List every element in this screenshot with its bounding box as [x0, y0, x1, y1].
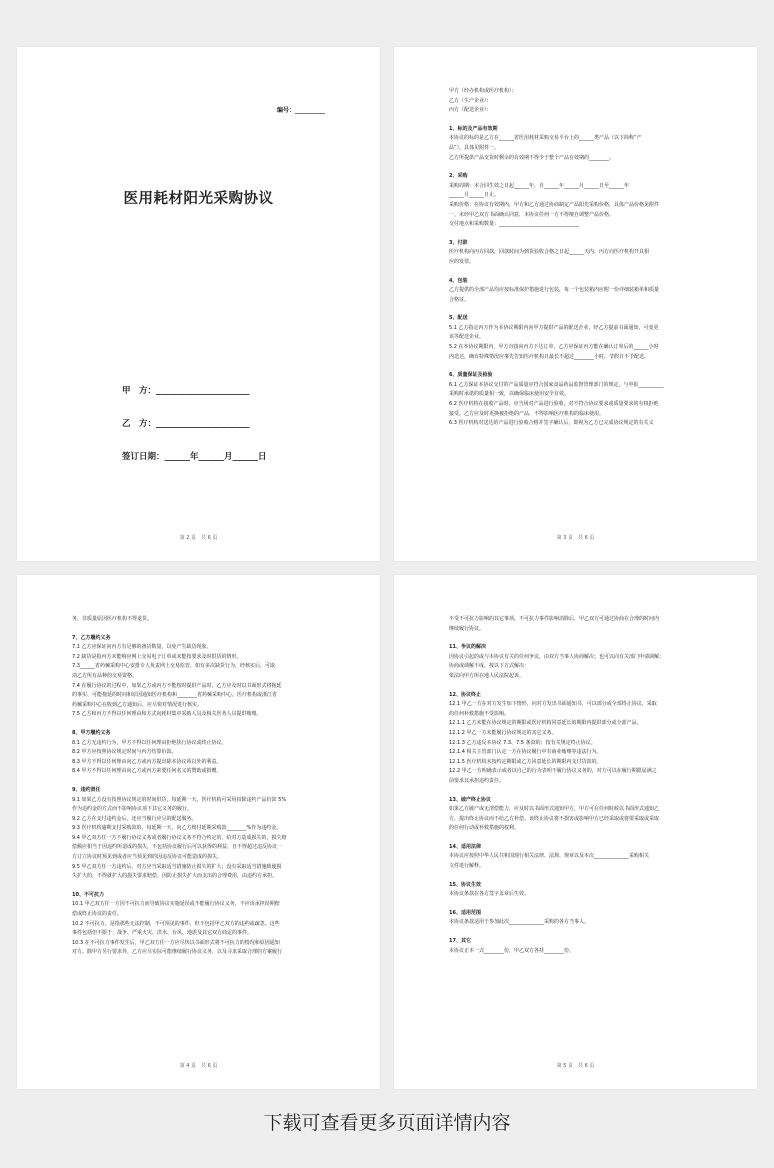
text-line: 7.4 在履行协议的过程中，如果乙方或丙方不能按时提供产品时，乙方应及时以书面形式将拖延 — [72, 682, 282, 689]
text-line: 该等配送企业。 — [449, 334, 485, 341]
text-line: 丙方（配送企业）： — [449, 107, 492, 114]
text-line: 8.1 乙方无违约行为，甲方不得以任何理由拒绝执行协议或终止协议。 — [72, 739, 227, 746]
page-body — [72, 615, 325, 958]
text-line: 的任何行动或补救措施的权利。 — [449, 825, 520, 832]
text-line: 6.2 医疗机构在接收产品时，应当场对产品进行验收，对不符合协议要求或质量要求的有权拒绝 — [449, 401, 659, 408]
section-heading: 13、破产终止协议 — [449, 796, 491, 803]
text-line: 乙方提供的全部产品均应按标准保护措施进行包装，每一个包装箱内应附一份详细装箱单和质量 — [449, 287, 660, 294]
text-line: 本协议条款适用于参加此次______________采购的各方当事人。 — [449, 919, 590, 926]
download-caption: 下载可查看更多页面详情内容 — [263, 1112, 511, 1134]
text-line: 9.2 乙方在支付违约金后，还应当履行应尽的配送服务。 — [72, 815, 197, 822]
text-line: 12.1.1 乙方未能在协议规定的期限或医疗机构同意延长的期限内提供部分或全部产品。 — [449, 720, 642, 727]
text-line: 7.1 乙方应保证向丙方有足够的备货数量，以免产生缺货现象。 — [72, 644, 212, 651]
text-line: 失扩大的，不得就扩大的损失要求赔偿。因防止损失扩大而支出的合理费用，由违约方承担。 — [72, 873, 278, 880]
text-line: 7.5 乙方和丙方不得以任何理由和方式向耗材集中采购人员及相关医务人员提供贿赂。 — [72, 711, 262, 718]
text-line: 5.2 在本协议期限内，甲方直接向丙方下达订单，乙方应保证丙方能在确认订单后的______小时 — [449, 344, 659, 351]
text-line: 9.4 甲乙双方任一方不履行协议义务或者履行协议义务不符合约定的，给对方造成损失的，损失赔 — [72, 834, 287, 841]
text-line: 如果乙方破产或无清偿能力，应及时以书面形式通知甲方，甲方可在任何时候以书面形式通知乙 — [449, 806, 660, 813]
text-line: 方订立协议时预见到或者应当预见到的因违反协议可能造成的损失。 — [72, 854, 223, 861]
party-a-signature-line: 甲 方：______________________ — [122, 386, 250, 396]
text-line: 医疗机构向丙方回款，回款时间为到货验收合格之日起______天内，丙方向医疗机构开具相 — [449, 249, 650, 256]
section-heading: 11、争议的解决 — [449, 644, 486, 651]
page-footer: 第 4 页 共 6 页 — [179, 1063, 218, 1069]
text-line: 方，提出终止协议而不给乙方补偿。该终止协议将不损害或影响甲方已经采取或将要采取或采取 — [449, 815, 660, 822]
page-footer: 第 5 页 共 6 页 — [556, 1063, 595, 1069]
text-line: 采购价格：在协议有效期内，甲方和乙方通过协商制定产品阳光采购价格，具体产品价格见附件 — [449, 201, 660, 208]
text-line: 依法向甲方所在地人民法院起诉。 — [449, 672, 525, 679]
text-line: 不受不可抗力影响的其它事项。不可抗力事件影响消除后，甲乙双方可通过协商在合理的时间内 — [449, 616, 660, 622]
section-heading: 17、其它 — [449, 938, 471, 945]
text-line: 合格证。 — [449, 296, 470, 303]
text-line: ______月______日止。 — [449, 192, 500, 199]
text-line: 交付地点和采购数量：________________________________ — [449, 221, 580, 228]
section-heading: 15、协议生效 — [449, 881, 481, 888]
text-line: 8.2 甲方应按照协议规定时间与丙方结算价款。 — [72, 749, 177, 756]
text-line: 前要求其承担违约责任。 — [449, 777, 505, 784]
text-line: 9.5 甲乙双方任一方违约后，对方应当采取适当措施防止损失的扩大；没有采取适当措施致使损 — [72, 863, 282, 870]
text-line: 消乙方所有品种的交易资格。 — [72, 672, 138, 679]
document-page-cover — [17, 47, 380, 561]
text-line: 12.2 甲乙一方明确表示或者以自己的行为表明不履行协议义务的，对方可以在履行期限届满之 — [449, 768, 657, 775]
text-line: 8.3 甲方不得以任何理由向乙方或丙方提出除本协议项以外的利益。 — [72, 758, 222, 765]
section-heading: 4、包装 — [449, 277, 468, 284]
text-line: 一。未经甲乙双方书面确认同意，本协议任何一方不得擅自调整产品价格。 — [449, 211, 615, 218]
text-line: 药械采购中心在收到乙方通知后，应尽快对情况进行核实。 — [72, 701, 203, 708]
text-line: 继续履行协议。 — [449, 625, 485, 632]
section-heading: 3、付款 — [449, 239, 468, 246]
text-line: 文件进行解释。 — [449, 863, 485, 870]
text-line: 品”），具体见附件一。 — [449, 144, 500, 151]
text-line: 7.2 缺货是指丙方未能响应网上交易电子订单或未能按要求及时供货的情形。 — [72, 653, 242, 660]
text-line: 的事实、可能拖延的时间和原因通知医疗机构和________省药械采购中心。医疗机构或浙江省 — [72, 692, 278, 699]
text-line: 6.3 医疗机构对送达的产品进行验收合格并签字确认后，即视为乙方已完成协议规定的有关义 — [449, 420, 654, 427]
section-heading: 16、适用范围 — [449, 909, 481, 916]
text-line: 本协议条款在各方签字盖章后生效。 — [449, 891, 530, 898]
sign-date-line: 签订日期：______年______月______日 — [122, 452, 267, 462]
contract-number-label: 编号：__________ — [276, 107, 325, 114]
text-line: 乙方（生产企业）： — [449, 97, 492, 104]
text-line: 务，非质量原因医疗机构不得退货。 — [72, 616, 153, 622]
text-line: 本协议的标的是乙方在______省医用耗材采购交易平台上的______类产品（以下简称“产 — [449, 135, 642, 142]
text-line: 9.1 如果乙方没有按照协议规定的时间供货，每延期一天，医疗机构可采用扣除违约产品价款 5% — [72, 796, 287, 803]
text-line: 8.4 甲方不得以任何理由向乙方或丙方索要任何名义的赞助或捐赠。 — [72, 768, 222, 775]
section-heading: 10、不可抗力 — [72, 891, 104, 898]
page-body — [449, 87, 702, 429]
section-heading: 5、配送 — [449, 315, 468, 322]
text-line: 12.1 甲乙一方在对方发生如下情形，向对方发出书面通知书，可以部分或全部终止协议，采取 — [449, 701, 657, 708]
text-line: 12.1.4 相关主管部门认定一方在协议履行中有商业贿赂等违法行为。 — [449, 749, 602, 756]
page-footer: 第 2 页 共 6 页 — [179, 535, 218, 541]
text-line: 10.2 不可抗力，是指那些无法控制、不可预见的事件，但不包括甲乙双方的违约或疏忽。这些 — [72, 920, 280, 927]
party-b-signature-line: 乙 方：______________________ — [122, 419, 250, 429]
page-footer: 第 3 页 共 6 页 — [556, 535, 595, 541]
text-line: 因协议引起的或与本协议有关的任何争议，由双方当事人协商解决；也可以向有关部门申请调解； — [449, 653, 665, 660]
text-line: 本协议正本一式________份，甲乙双方各持________份。 — [449, 947, 575, 954]
text-line: 应的发票。 — [449, 258, 475, 265]
section-heading: 1、标的及产品有效期 — [449, 125, 498, 132]
text-line: 甲方（经办机构或医疗机构）： — [449, 88, 517, 94]
text-line: 作为违约金的方式而不影响协议项下其它义务的履行。 — [72, 806, 193, 813]
text-line: 内送达，确有特殊情况应事先告知医疗机构且最长不超过________小时，节假日不予配送。 — [449, 353, 650, 360]
section-heading: 8、甲方履约义务 — [72, 729, 111, 736]
page-body — [449, 615, 702, 956]
section-heading: 9、违约责任 — [72, 786, 101, 793]
section-heading: 2、采购 — [449, 173, 468, 180]
text-line: 采购时承诺的质量相一致，以确保临床使用安全有效。 — [449, 391, 570, 398]
text-line: 本协议应按照中华人民共和国现行相关法律、法规、规章以及本次______________采购相关 — [449, 853, 650, 860]
text-line: 12.1.5 医疗机构未按约定期限或乙方同意延长的期限内支付货款的。 — [449, 758, 602, 765]
text-line: 5.1 乙方指定丙方作为本协议期限内向甲方提供产品的配送企业，经乙方提前书面通知，可变更 — [449, 324, 659, 331]
text-line: 乙方所提供产品交货时剩余的有效期不得少于整个产品有效期的________。 — [449, 154, 615, 161]
text-line: 12.1.2 甲乙一方未能履行协议规定的其它义务。 — [449, 729, 557, 736]
text-line: 10.3 在不可抗力事件发生后，甲乙双方任一方应尽快以书面形式将不可抗力的情况和原因通知 — [72, 939, 280, 946]
text-line: 12.1.3 乙方违反本协议 7.3、7.5 条款的；按有关规定终止协议。 — [449, 739, 596, 746]
section-heading: 12、协议终止 — [449, 691, 481, 698]
text-line: 10.1 甲乙双方任一方因不可抗力而导致协议实施延误或不能履行协议义务，不应该承担误期赔 — [72, 901, 280, 908]
text-line: 的任何补救措施不受影响。 — [449, 710, 510, 717]
section-heading: 14、适用法律 — [449, 843, 481, 850]
text-line: 事件包括但不限于：战争、严重火灾、洪水、台风、地震及其它双方商定的事件。 — [72, 930, 253, 937]
text-line: 采购周期：本合同生效之日起______年，自______年______月______日至______年 — [449, 182, 630, 189]
text-line: 协商或调解不成，按以下方式解决： — [449, 663, 530, 670]
document-page-3 — [17, 575, 380, 1089]
document-page-2 — [394, 47, 757, 561]
text-line: 9.3 医疗机构逾期支付采购款的，每延期一天，向乙方赔付延期采购款________%作为违约金。 — [72, 825, 282, 832]
document-page-4 — [394, 575, 757, 1089]
text-line: 对方。除甲方另行要求外，乙方应尽实际可能继续履行协议义务，以及寻求采取合理的方案履行 — [72, 949, 283, 956]
text-line: 7.3______省药械采购中心安排专人负责网上交易监管，如有多次缺货行为，经核实后，可取 — [72, 663, 275, 670]
text-line: 偿或终止协议的责任。 — [72, 911, 123, 918]
text-line: 6.1 乙方保证本协议交付的产品质量应符合国家食品药品监督管理部门的规定，与申报__________ — [449, 381, 664, 388]
document-title: 医用耗材阳光采购协议 — [123, 191, 274, 207]
text-line: 偿额应相当于因违约所造成的损失，不包括协议履行后可以获得的利益，且不得超过违反协议一 — [72, 844, 283, 851]
section-heading: 6、质量保证及检验 — [449, 372, 493, 379]
section-heading: 7、乙方履约义务 — [72, 634, 111, 641]
text-line: 接受。乙方应及时更换被拒绝的产品，不得影响医疗机构的临床使用。 — [449, 410, 605, 417]
